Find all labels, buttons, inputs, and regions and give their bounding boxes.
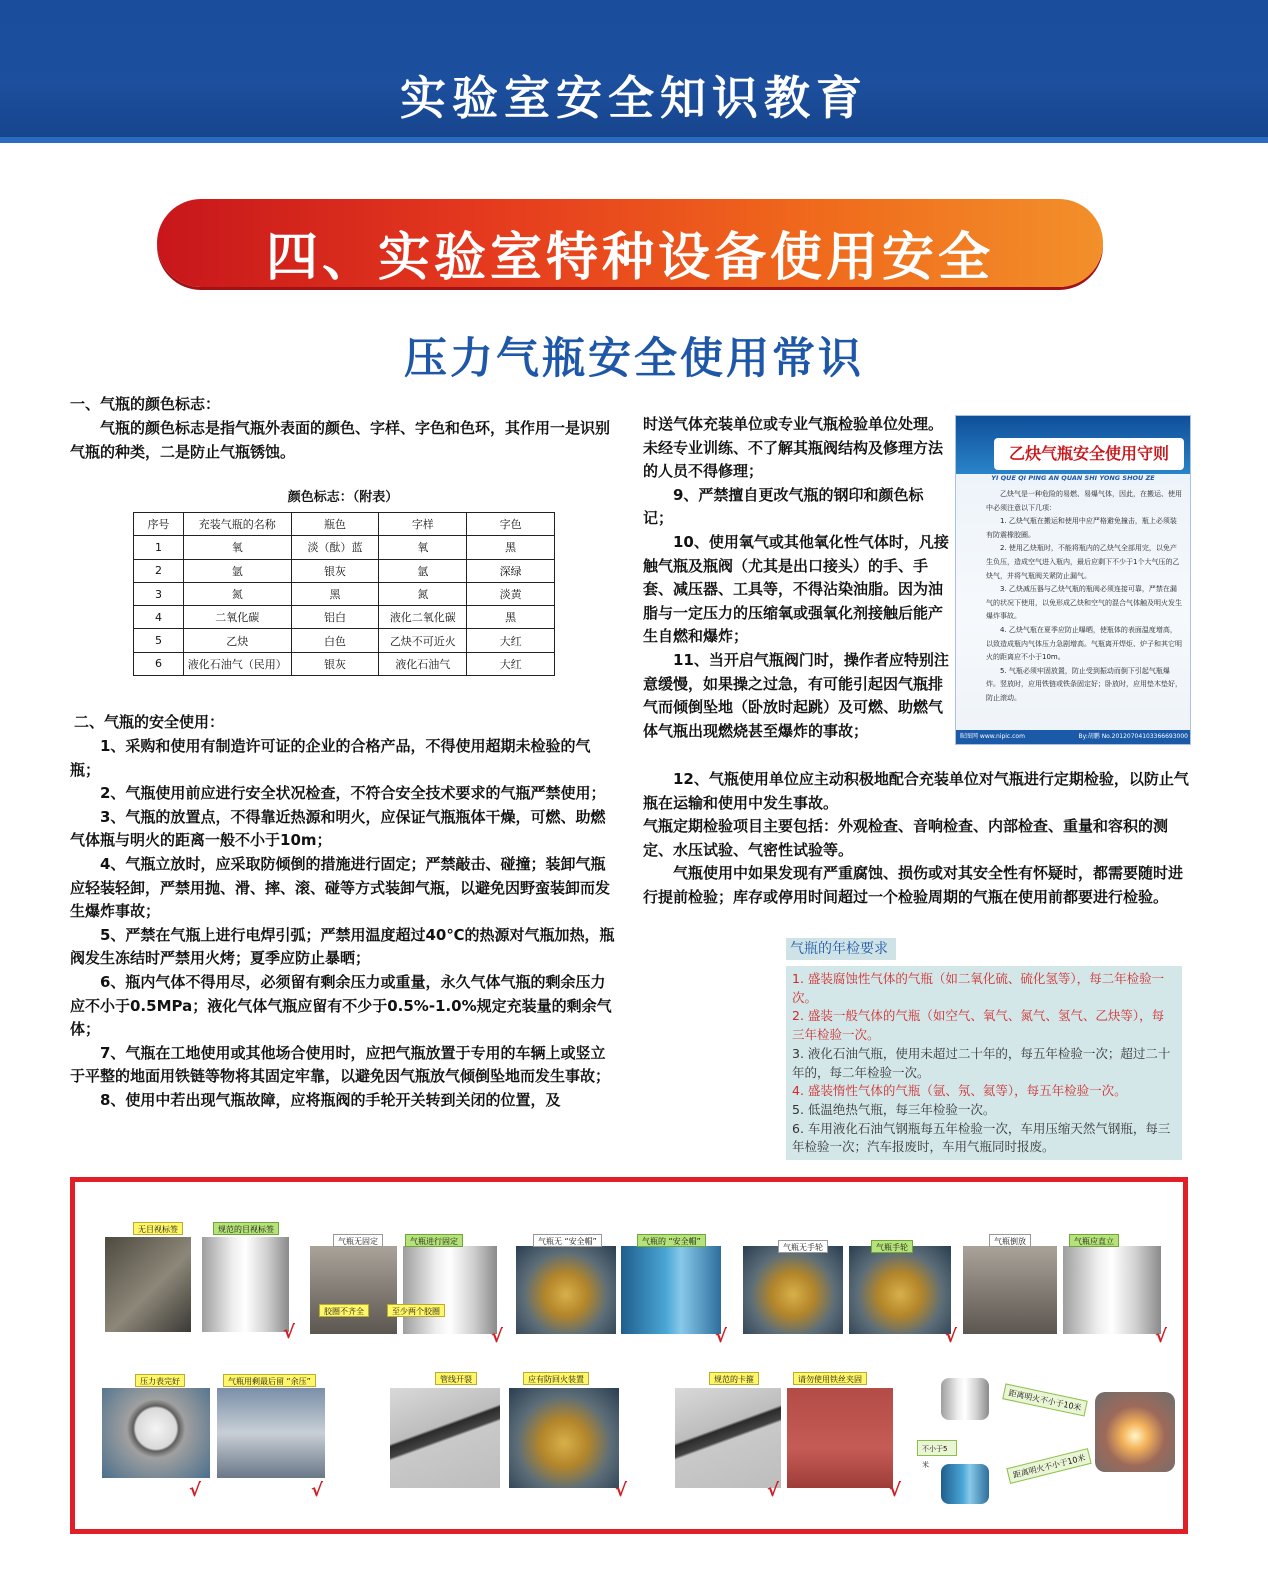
table-cell: 黑 <box>467 536 555 559</box>
table-cell: 白色 <box>291 629 379 652</box>
part1-body: 气瓶的颜色标志是指气瓶外表面的颜色、字样、字色和色环，其作用一是识别气瓶的种类，二是防止气瓶锈蚀。 <box>70 419 611 461</box>
rule-item: 3、气瓶的放置点，不得靠近热源和明火，应保证气瓶瓶体干燥，可燃、助燃气体瓶与明火的距离一般不小于10m； <box>70 807 606 850</box>
distance-label: 距离明火不小于10米 <box>1006 1448 1092 1484</box>
table-cell: 1 <box>134 536 184 559</box>
subtitle: 压力气瓶安全使用常识 <box>404 334 864 384</box>
table-cell: 氩 <box>183 559 291 582</box>
table-cell: 黑 <box>467 606 555 629</box>
table-cell: 液化石油气 <box>379 652 467 675</box>
sign-footer-left: 昵图网 www.nipic.com <box>960 733 1025 740</box>
photo-upright-cylinder <box>1063 1246 1161 1334</box>
table-header: 瓶色 <box>291 513 379 536</box>
annual-item: 1. 盛装腐蚀性气体的气瓶（如二氧化硫、硫化氢等），每二年检验一次。 <box>792 971 1165 1005</box>
photo-cylinder-top <box>941 1378 989 1420</box>
table-cell: 2 <box>134 559 184 582</box>
table-row <box>134 536 555 559</box>
table-row <box>134 629 555 652</box>
annual-item: 5. 低温绝热气瓶，每三年检验一次。 <box>792 1101 996 1117</box>
photo-label: 气瓶进行固定 <box>405 1234 463 1247</box>
check-mark-icon: √ <box>945 1326 958 1347</box>
photo-label: 无目视标签 <box>133 1222 183 1235</box>
check-mark-icon: √ <box>767 1480 780 1501</box>
photo-cylinder-bottom <box>941 1464 989 1504</box>
table-cell: 4 <box>134 606 184 629</box>
sign-item: 2. 使用乙炔瓶时，不能将瓶内的乙炔气全部用完，以免产生负压，造成空气进入瓶内，最后应剩下不少于1个大气压的乙炔气，并将气瓶阀关紧防止漏气。 <box>986 544 1180 580</box>
part2-heading: 二、气瓶的安全使用： <box>74 713 225 731</box>
table-cell: 液化二氧化碳 <box>379 606 467 629</box>
photo-label: 规范的卡箍 <box>709 1372 759 1385</box>
table-cell: 大红 <box>467 629 555 652</box>
check-mark-icon: √ <box>491 1326 504 1347</box>
photo-label: 至少两个胶圈 <box>387 1304 445 1317</box>
distance-label: 距离明火不小于10米 <box>1002 1383 1088 1416</box>
table-cell: 乙炔不可近火 <box>379 629 467 652</box>
annual-item: 3. 液化石油气瓶，使用未超过二十年的，每五年检验一次；超过二十年的，每二年检验一次。 <box>792 1045 1171 1080</box>
check-mark-icon: √ <box>889 1480 902 1501</box>
table-header: 序号 <box>134 513 184 536</box>
check-mark-icon: √ <box>615 1480 628 1501</box>
photo-no-label <box>105 1237 191 1332</box>
rule-item: 8、使用中若出现气瓶故障，应将瓶阀的手轮开关转到关闭的位置，及 <box>100 1090 561 1109</box>
annual-item: 6. 车用液化石油气钢瓶每五年检验一次，车用压缩天然气钢瓶，每三年检验一次；汽车报废时，车用气瓶同时报废。 <box>792 1120 1171 1155</box>
table-row <box>134 606 555 629</box>
check-mark-icon: √ <box>715 1326 728 1347</box>
top-banner <box>0 0 1268 143</box>
rule-item: 4、气瓶立放时，应采取防倾倒的措施进行固定；严禁敲击、碰撞；装卸气瓶应轻装轻卸，严禁用抛、滑、摔、滚、碰等方式装卸气瓶，以避免因野蛮装卸而发生爆炸事故； <box>70 854 611 921</box>
table-cell: 3 <box>134 582 184 605</box>
photo-handwheel <box>849 1246 951 1334</box>
photo-label: 压力表完好 <box>135 1374 185 1387</box>
rule-item: 5、严禁在气瓶上进行电焊引弧；严禁用温度超过40℃的热源对气瓶加热，瓶阀发生冻结时严禁用火烤；夏季应防止暴晒； <box>70 925 615 968</box>
rule-item: 9、严禁擅自更改气瓶的钢印和颜色标记； <box>643 485 924 528</box>
photo-no-cap <box>516 1246 616 1334</box>
sign-pinyin: YI QUE QI PING AN QUAN SHI YONG SHOU ZE <box>991 474 1155 482</box>
rule-item-continued: 时送气体充装单位或专业气瓶检验单位处理。未经专业训练、不了解其瓶阀结构及修理方法的人员不得修理； <box>643 415 944 481</box>
right-wide-text <box>643 768 1193 910</box>
photo-label: 气瓶的 “安全帽” <box>637 1234 706 1247</box>
photo-residual-pressure <box>217 1388 325 1478</box>
photo-label: 气瓶手轮 <box>871 1240 913 1253</box>
table-cell: 氧 <box>379 536 467 559</box>
rule-item: 12、气瓶使用单位应主动积极地配合充装单位对气瓶进行定期检验，以防止气瓶在运输和使用中发生事故。 <box>643 770 1189 812</box>
photo-flashback-arrestor <box>509 1388 619 1488</box>
photo-pressure-gauge <box>102 1388 210 1478</box>
table-cell: 淡黄 <box>467 582 555 605</box>
table-cell: 5 <box>134 629 184 652</box>
sign-item: 4. 乙炔气瓶在夏季应防止曝晒，使瓶体的表面温度增高，以致造成瓶内气体压力急剧增高。气瓶离开焊炬、炉子和其它明火的距离应不小于10m。 <box>986 625 1182 662</box>
sign-item: 3. 乙炔减压器与乙炔气瓶的瓶阀必须连接可靠，严禁在漏气的状况下使用，以免形成乙炔和空气的混合气体触及明火发生爆炸事故。 <box>986 585 1182 621</box>
table-cell: 淡（酞）蓝 <box>291 536 379 559</box>
photo-label: 管线开裂 <box>435 1372 477 1385</box>
photo-label: 气瓶无 “安全帽” <box>533 1234 602 1247</box>
table-row <box>134 652 555 675</box>
photo-open-flame <box>1095 1392 1175 1472</box>
photo-label: 规范的目视标签 <box>213 1222 279 1235</box>
section-title: 四、实验室特种设备使用安全 <box>265 228 994 288</box>
photo-proper-label <box>202 1237 289 1332</box>
table-header-row <box>134 513 555 536</box>
table-cell: 银灰 <box>291 652 379 675</box>
distance-label: 不小于5米 <box>917 1440 957 1456</box>
check-mark-icon: √ <box>1155 1326 1168 1347</box>
sign-title: 乙炔气瓶安全使用守则 <box>994 438 1184 470</box>
rule-item: 10、使用氧气或其他氧化性气体时，凡接触气瓶及瓶阀（尤其是出口接头）的手、手套、减压器、工具等，不得沾染油脂。因为油脂与一定压力的压缩氧或强氧化剂接触后能产生自燃和爆炸； <box>643 532 949 646</box>
sign-body <box>986 488 1182 706</box>
sign-item: 1. 乙炔气瓶在搬运和使用中应严格避免撞击，瓶上必须装有防震橡胶圈。 <box>986 517 1177 539</box>
table-cell: 氮 <box>183 582 291 605</box>
photo-lying-cylinder <box>963 1246 1057 1334</box>
check-mark-icon: √ <box>189 1480 202 1501</box>
rule-item: 7、气瓶在工地使用或其他场合使用时，应把气瓶放置于专用的车辆上或竖立于平整的地面用铁链等物将其固定牢靠，以避免因气瓶放气倾倒坠地而发生事故； <box>70 1043 611 1086</box>
part2-items <box>70 735 618 1113</box>
table-cell: 氧 <box>183 536 291 559</box>
color-mark-table <box>133 512 555 676</box>
annual-item: 2. 盛装一般气体的气瓶（如空气、氧气、氮气、氢气、乙炔等），每三年检验一次。 <box>792 1008 1165 1043</box>
table-row <box>134 559 555 582</box>
table-cell: 铝白 <box>291 606 379 629</box>
table-cell: 黑 <box>291 582 379 605</box>
photo-wire-clamp <box>787 1388 893 1488</box>
photo-cracked-hose <box>390 1388 500 1488</box>
photo-label: 气瓶应直立 <box>1069 1234 1119 1247</box>
table-cell: 乙炔 <box>183 629 291 652</box>
table-header: 充装气瓶的名称 <box>183 513 291 536</box>
photo-with-cap <box>621 1246 721 1334</box>
sign-item: 5. 气瓶必须牢固放置，防止受到振动而倒下引起气瓶爆炸。竖放时，应用铁链或铁条固定好；卧放时，应用垫木垫好，防止滚动。 <box>986 666 1182 702</box>
table-cell: 银灰 <box>291 559 379 582</box>
rule-item: 1、采购和使用有制造许可证的企业的合格产品，不得使用超期未检验的气瓶； <box>70 737 591 779</box>
rule-item: 2、气瓶使用前应进行安全状况检查，不符合安全技术要求的气瓶严禁使用； <box>100 784 606 803</box>
table-caption: 颜色标志：（附表） <box>287 490 399 505</box>
table-header: 字样 <box>379 513 467 536</box>
table-header: 字色 <box>467 513 555 536</box>
table-cell: 深绿 <box>467 559 555 582</box>
photo-not-fixed <box>310 1246 397 1334</box>
table-cell: 6 <box>134 652 184 675</box>
inspection-items: 气瓶定期检验项目主要包括：外观检查、音响检查、内部检查、重量和容积的测定、水压试验、气密性试验等。 <box>643 817 1169 859</box>
photo-label: 气瓶用剩最后留 “余压” <box>223 1374 316 1387</box>
table-cell: 二氧化碳 <box>183 606 291 629</box>
right-column-text <box>643 413 949 743</box>
annual-item: 4. 盛装惰性气体的气瓶（氩、氖、氦等），每五年检验一次。 <box>792 1083 1127 1099</box>
table-cell: 氮 <box>379 582 467 605</box>
photo-label: 应有防回火装置 <box>523 1372 589 1385</box>
photo-no-handwheel <box>743 1246 843 1334</box>
photo-label: 气瓶无固定 <box>333 1234 383 1247</box>
part1-heading: 一、气瓶的颜色标志： <box>70 395 221 413</box>
annual-inspection-box <box>786 966 1182 1160</box>
photo-label: 胶圈不齐全 <box>319 1304 369 1317</box>
photo-label: 气瓶无手轮 <box>778 1240 828 1253</box>
annual-inspection-tab: 气瓶的年检要求 <box>786 938 896 960</box>
photo-examples-frame <box>70 1177 1188 1534</box>
table-cell: 氩 <box>379 559 467 582</box>
sign-footer <box>956 730 1191 744</box>
sign-footer-right: By:胡鹏 No.20120704103366693000 <box>1078 733 1188 740</box>
photo-fixed <box>403 1246 497 1334</box>
table-cell: 液化石油气（民用） <box>183 652 291 675</box>
sign-intro: 乙炔气是一种危险的易燃、易爆气体，因此，在搬运、使用中必须注意以下几项： <box>986 490 1182 512</box>
check-mark-icon: √ <box>283 1322 296 1343</box>
page-title: 实验室安全知识教育 <box>400 71 868 125</box>
rule-item: 11、当开启气瓶阀门时，操作者应特别注意缓慢，如果操之过急，有可能引起因气瓶排气而倾倒坠地（卧放时起跳）及可燃、助燃气体气瓶出现燃烧甚至爆炸的事故； <box>643 650 949 740</box>
rule-item: 6、瓶内气体不得用尽，必须留有剩余压力或重量，永久气体气瓶的剩余压力应不小于0.5MPa；液化气体气瓶应留有不少于0.5%-1.0%规定充装量的剩余气体； <box>70 972 612 1039</box>
check-mark-icon: √ <box>311 1480 324 1501</box>
section-title-pill <box>157 199 1103 287</box>
photo-label: 气瓶倒放 <box>989 1234 1031 1247</box>
photo-label: 请勿使用铁丝夹固 <box>793 1372 867 1385</box>
table-cell: 大红 <box>467 652 555 675</box>
photo-proper-clamp <box>675 1388 781 1488</box>
acetylene-sign-card <box>955 415 1191 745</box>
table-row <box>134 582 555 605</box>
closing-paragraph: 气瓶使用中如果发现有严重腐蚀、损伤或对其安全性有怀疑时，都需要随时进行提前检验；库存或停用时间超过一个检验周期的气瓶在使用前都要进行检验。 <box>643 864 1184 906</box>
